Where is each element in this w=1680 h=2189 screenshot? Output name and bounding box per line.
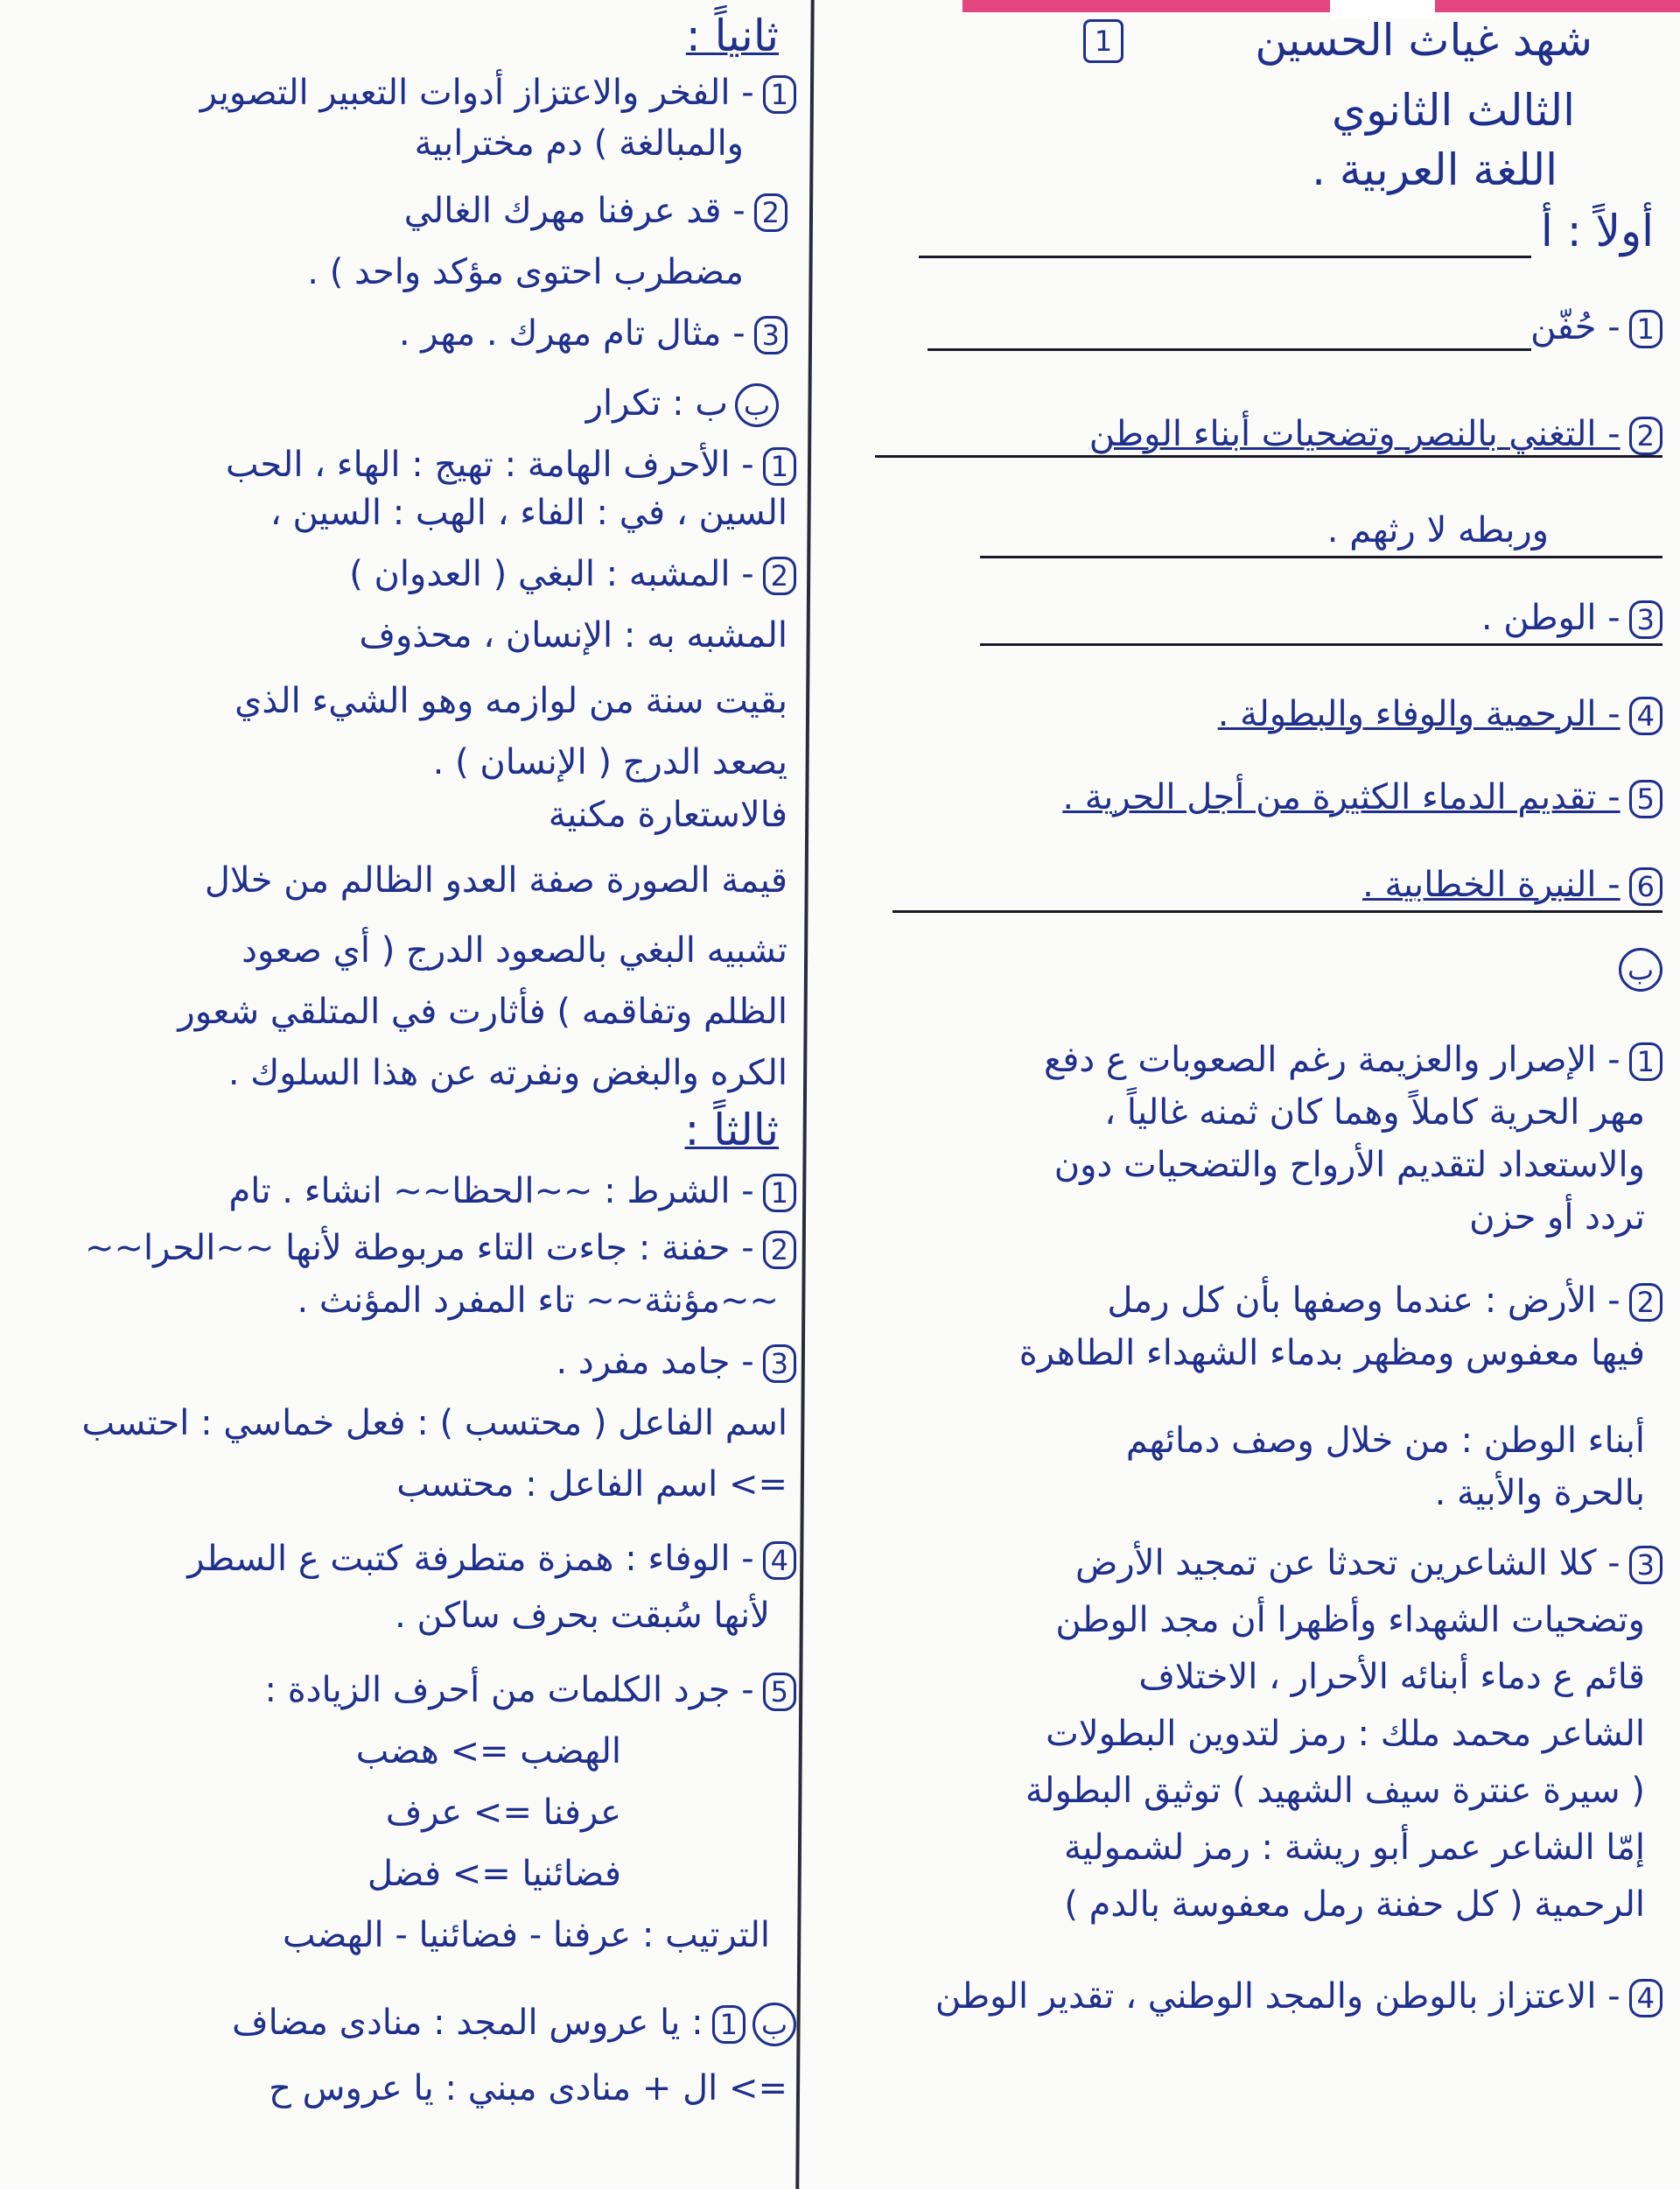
answer-rule (980, 556, 1662, 558)
answer-line: وتضحيات الشهداء وأظهرا أن مجد الوطن (1055, 1600, 1645, 1640)
answer-line: تشبيه البغي بالصعود الدرج ( أي صعود (242, 930, 788, 971)
student-name: شهد غياث الحسين (1255, 15, 1592, 66)
answer-line: قيمة الصورة صفة العدو الظالم من خلال (204, 860, 788, 901)
answer-line: الهضب => هضب (355, 1731, 621, 1772)
answer-line: عرفنا => عرف (385, 1793, 621, 1833)
answer-line: والاستعداد لتقديم الأرواح والتضحيات دون (1054, 1145, 1645, 1185)
answer-line: ~~مؤنثة~~ تاء المفرد المؤنث . (297, 1280, 779, 1321)
answer-rule (980, 643, 1662, 646)
answer-item: وربطه لا رثهم . (1326, 510, 1549, 551)
b-label: ب (1612, 945, 1662, 992)
answer-rule (928, 348, 1531, 351)
answer-item: 2- المشبه : البغي ( العدوان ) (349, 551, 796, 597)
answer-line: => اسم الفاعل : محتسب (396, 1464, 788, 1505)
answer-item: 3- جامد مفرد . (556, 1339, 796, 1385)
answer-item: 4- الرحمية والوفاء والبطولة . (1218, 691, 1662, 737)
answer-item: 3- مثال تام مهرك . مهر . (399, 311, 788, 356)
grade: الثالث الثانوي (1331, 85, 1575, 136)
answer-line: مهر الحرية كاملاً وهما كان ثمنه غالياً ، (1104, 1092, 1645, 1133)
answer-line: بقيت سنة من لوازمه وهو الشيء الذي (234, 681, 788, 721)
page-number: 1 (1083, 19, 1124, 63)
answer-item: 3- الوطن . (1481, 595, 1662, 641)
subject: اللغة العربية . (1312, 144, 1558, 195)
answer-line: فالاستعارة مكنية (548, 795, 788, 835)
answer-item: 6- النبرة الخطابية . (1362, 862, 1662, 908)
section-three-title: ثالثاً : (684, 1105, 779, 1155)
answer-item: 5- جرد الكلمات من أحرف الزيادة : (265, 1667, 796, 1713)
answer-line: بالحرة والأبية . (1434, 1473, 1645, 1513)
answer-line: لأنها سُبقت بحرف ساكن . (395, 1596, 770, 1636)
answer-line: الرحمية ( كل حفنة رمل معفوسة بالدم ) (1064, 1884, 1645, 1925)
answer-line: الكره والبغض ونفرته عن هذا السلوك . (228, 1053, 788, 1093)
answer-item: 2- الأرض : عندما وصفها بأن كل رمل (1107, 1278, 1662, 1323)
answer-rule (892, 910, 1662, 913)
answer-item: 1- الأحرف الهامة : تهيج : الهاء ، الحب (226, 442, 796, 488)
answer-line: فضائنيا => فضل (367, 1854, 621, 1894)
answer-line: الشاعر محمد ملك : رمز لتدوين البطولات (1046, 1714, 1645, 1754)
answer-item: 4- الوفاء : همزة متطرفة كتبت ع السطر (187, 1536, 796, 1582)
answer-item: ب1: يا عروس المجد : منادى مضاف (232, 2000, 796, 2046)
answer-item: 1- الإصرار والعزيمة رغم الصعوبات ع دفع (1044, 1037, 1662, 1083)
answer-item: 3- كلا الشاعرين تحدثا عن تمجيد الأرض (1075, 1540, 1662, 1586)
section-one-title: أولاً : أ (1540, 206, 1654, 256)
section-two-title: ثانياً : (685, 11, 779, 61)
answer-line: قائم ع دماء أبنائه الأحرار ، الاختلاف (1138, 1657, 1645, 1697)
column-divider (795, 0, 814, 2189)
answer-line: إمّا الشاعر عمر أبو ريشة : رمز لشمولية (1063, 1828, 1645, 1868)
b-label: بب : تكرار (586, 381, 779, 427)
answer-item: 2- التغني بالنصر وتضحيات أبناء الوطن (1089, 411, 1662, 457)
answer-line: المشبه به : الإنسان ، محذوف (359, 615, 788, 656)
answer-item: 2- قد عرفنا مهرك الغالي (404, 188, 788, 234)
answer-rule (919, 256, 1531, 258)
answer-line: مضطرب احتوى مؤكد واحد ) . (307, 252, 744, 292)
answer-line: => ال + منادى مبني : يا عروس ح (269, 2068, 788, 2108)
answer-item: 5- تقديم الدماء الكثيرة من أجل الحرية . (1062, 775, 1662, 820)
answer-line: أبناء الوطن : من خلال وصف دمائهم (1125, 1421, 1645, 1461)
answer-line: والمبالغة ) دم مخترابية (414, 123, 744, 164)
answer-item: 1- الشرط : ~~الحظا~~ انشاء . تام (228, 1168, 796, 1214)
answer-rule (875, 455, 1662, 458)
answer-line: يصعد الدرج ( الإنسان ) . (432, 742, 788, 782)
answer-line: فيها معفوس ومظهر بدماء الشهداء الطاهرة (1018, 1333, 1645, 1373)
answer-line: ( سيرة عنترة سيف الشهيد ) توثيق البطولة (1025, 1771, 1645, 1811)
answer-line: الترتيب : عرفنا - فضائنيا - الهضب (282, 1915, 770, 1955)
answer-line: الظلم وتفاقمه ) فأثارت في المتلقي شعور (178, 992, 788, 1032)
answer-item: 4- الاعتزاز بالوطن والمجد الوطني ، تقدير الوطن (935, 1974, 1662, 2019)
answer-line: اسم الفاعل ( محتسب ) : فعل خماسي : احتسب (81, 1403, 788, 1443)
answer-line: السين ، في : الفاء ، الهب : السين ، (270, 493, 788, 533)
answer-line: تردد أو حزن (1469, 1197, 1645, 1238)
page-top-strip (962, 0, 1680, 12)
answer-item: 2- حفنة : جاءت التاء مربوطة لأنها ~~الحرا~~ (85, 1225, 796, 1271)
answer-item: 1- الفخر والاعتزاز أدوات التعبير التصوير (200, 70, 796, 116)
answer-item: 1- حُفّن (1530, 305, 1662, 350)
